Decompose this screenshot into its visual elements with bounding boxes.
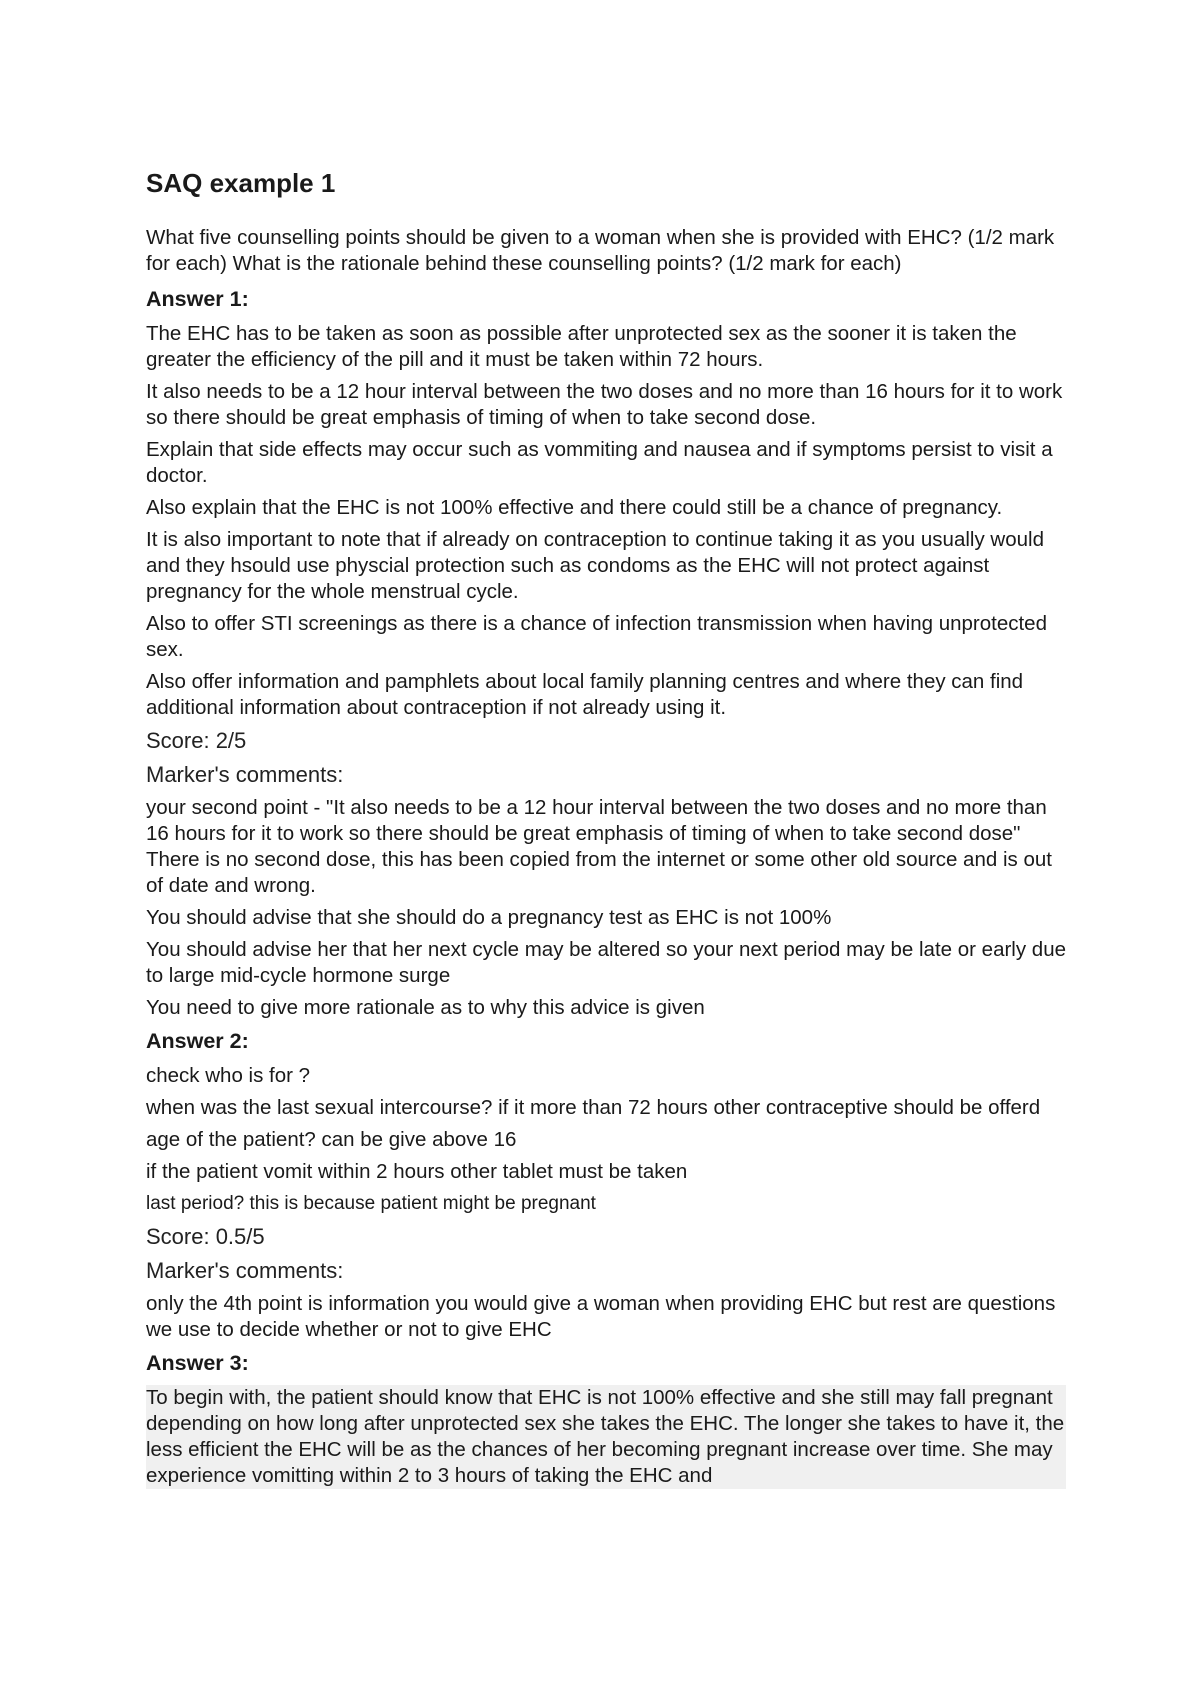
- marker-comment: only the 4th point is information you would give a woman when providing EHC but rest are questions we use to decide whether or not to give EHC: [146, 1292, 1056, 1342]
- marker-comment: You need to give more rationale as to why this advice is given: [146, 996, 705, 1020]
- answer-2-section: [146, 1027, 1066, 1343]
- marker-comments-label: Marker's comments:: [146, 1258, 344, 1284]
- marker-comment: You should advise her that her next cycle may be altered so your next period may be late or early due to large mid-cycle hormone surge: [146, 938, 1066, 988]
- answer-paragraph: The EHC has to be taken as soon as possible after unprotected sex as the sooner it is taken the greater the efficiency of the pill and it must be taken within 72 hours.: [146, 322, 1017, 372]
- answer-heading: Answer 1:: [146, 287, 249, 312]
- answer-paragraph: It is also important to note that if already on contraception to continue taking it as you usually would and they hsould use physcial protection such as condoms as the EHC will not protect against pregnancy for the whole menstrual cycle.: [146, 528, 1044, 604]
- question-text: What five counselling points should be given to a woman when she is provided with EHC? (1/2 mark for each) What is the rationale behind these counselling points? (1/2 mark for each): [146, 226, 1055, 276]
- answer-paragraph: check who is for ?: [146, 1064, 311, 1088]
- answer-paragraph: if the patient vomit within 2 hours other tablet must be taken: [146, 1160, 688, 1184]
- answer-1-section: [146, 285, 1066, 1021]
- answer-paragraph: Also to offer STI screenings as there is a chance of infection transmission when having unprotected sex.: [146, 612, 1047, 662]
- answer-paragraph: age of the patient? can be give above 16: [146, 1128, 517, 1152]
- answer-paragraph: To begin with, the patient should know that EHC is not 100% effective and she still may fall pregnant depending on how long after unprotected sex she takes the EHC. The longer she takes to have it, the less efficient the EHC will be as the chances of her becoming pregnant increase over time. She may experience vomitting within 2 to 3 hours of taking the EHC and: [146, 1386, 1065, 1488]
- answer-paragraph: Also explain that the EHC is not 100% effective and there could still be a chance of pregnancy.: [146, 496, 1003, 520]
- answer-heading: Answer 3:: [146, 1351, 249, 1376]
- answer-paragraph: last period? this is because patient might be pregnant: [146, 1193, 596, 1215]
- answer-paragraph: Explain that side effects may occur such as vommiting and nausea and if symptoms persist to visit a doctor.: [146, 438, 1053, 488]
- score-text: Score: 2/5: [146, 728, 247, 754]
- answer-paragraph: It also needs to be a 12 hour interval between the two doses and no more than 16 hours for it to work so there should be great emphasis of timing of when to take second dose.: [146, 380, 1063, 430]
- document-title: SAQ example 1: [146, 168, 336, 198]
- document-page: [146, 168, 1066, 1489]
- answer-3-section: [146, 1349, 1066, 1489]
- answer-heading: Answer 2:: [146, 1029, 249, 1054]
- score-text: Score: 0.5/5: [146, 1224, 265, 1250]
- answer-paragraph: when was the last sexual intercourse? if it more than 72 hours other contraceptive should be offerd: [146, 1096, 1041, 1120]
- marker-comment: your second point - "It also needs to be a 12 hour interval between the two doses and no more than 16 hours for it to work so there should be great emphasis of timing of when to take second dose" There is no second dose, this has been copied from the internet or some other old source and is out of date and wrong.: [146, 796, 1052, 898]
- answer-paragraph: Also offer information and pamphlets about local family planning centres and where they can find additional information about contraception if not already using it.: [146, 670, 1024, 720]
- marker-comment: You should advise that she should do a pregnancy test as EHC is not 100%: [146, 906, 832, 930]
- marker-comments-label: Marker's comments:: [146, 762, 344, 788]
- highlighted-block: [146, 1385, 1066, 1489]
